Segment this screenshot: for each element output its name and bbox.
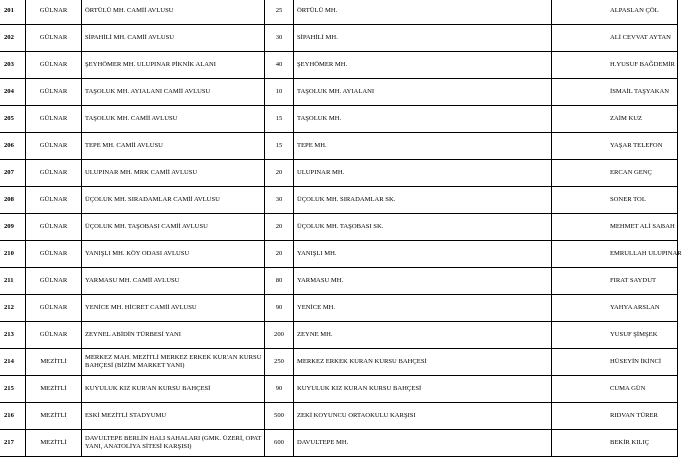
capacity-cell: 80 <box>265 268 294 295</box>
area-name-cell: TEPE MH. CAMİİ AVLUSU <box>82 133 265 160</box>
row-number: 206 <box>0 133 26 160</box>
responsible-person-cell: MEHMET ALİ SABAH <box>552 214 678 241</box>
district-cell: GÜLNAR <box>26 0 82 25</box>
capacity-cell: 20 <box>265 241 294 268</box>
address-cell: TEPE MH. <box>294 133 552 160</box>
district-cell: GÜLNAR <box>26 160 82 187</box>
address-cell: KUYULUK KIZ KURAN KURSU BAHÇESİ <box>294 376 552 403</box>
address-cell: YENİCE MH. <box>294 295 552 322</box>
table-row <box>0 106 678 133</box>
row-number: 216 <box>0 403 26 430</box>
responsible-person-cell: SONER TOL <box>552 187 678 214</box>
address-cell: YARMASU MH. <box>294 268 552 295</box>
table-row <box>0 52 678 79</box>
responsible-person-cell: FIRAT SAYDUT <box>552 268 678 295</box>
responsible-person-cell: ERCAN GENÇ <box>552 160 678 187</box>
table-row <box>0 160 678 187</box>
address-cell: TAŞOLUK MH. <box>294 106 552 133</box>
row-number: 215 <box>0 376 26 403</box>
capacity-cell: 40 <box>265 52 294 79</box>
responsible-person-cell: CUMA GÜN <box>552 376 678 403</box>
district-cell: GÜLNAR <box>26 79 82 106</box>
area-name-cell: ÜÇOLUK MH. SIRADAMLAR CAMİİ AVLUSU <box>82 187 265 214</box>
row-number: 217 <box>0 430 26 457</box>
district-cell: GÜLNAR <box>26 322 82 349</box>
address-cell: SİPAHİLİ MH. <box>294 25 552 52</box>
row-number: 210 <box>0 241 26 268</box>
row-number: 203 <box>0 52 26 79</box>
capacity-cell: 90 <box>265 376 294 403</box>
row-number: 214 <box>0 349 26 376</box>
area-name-cell: ESKİ MEZİTLİ STADYUMU <box>82 403 265 430</box>
district-cell: MEZİTLİ <box>26 430 82 457</box>
table-row <box>0 295 678 322</box>
area-name-cell: TAŞOLUK MH. CAMİİ AVLUSU <box>82 106 265 133</box>
capacity-cell: 20 <box>265 214 294 241</box>
capacity-cell: 25 <box>265 0 294 25</box>
row-number: 201 <box>0 0 26 25</box>
district-cell: GÜLNAR <box>26 25 82 52</box>
row-number: 202 <box>0 25 26 52</box>
address-cell: DAVULTEPE MH. <box>294 430 552 457</box>
responsible-person-cell: BEKİR KILIÇ <box>552 430 678 457</box>
area-name-cell: YANIŞLI MH. KÖY ODASI AVLUSU <box>82 241 265 268</box>
row-number: 211 <box>0 268 26 295</box>
row-number: 209 <box>0 214 26 241</box>
responsible-person-cell: RIDVAN TÜRER <box>552 403 678 430</box>
table-row <box>0 79 678 106</box>
area-name-cell: ZEYNEL ABİDİN TÜRBESİ YANI <box>82 322 265 349</box>
area-name-cell: YARMASU MH. CAMİİ AVLUSU <box>82 268 265 295</box>
responsible-person-cell: ALPASLAN ÇÖL <box>552 0 678 25</box>
row-number: 208 <box>0 187 26 214</box>
table-row <box>0 241 678 268</box>
responsible-person-cell: ALİ CEVVAT AYTAN <box>552 25 678 52</box>
row-number: 204 <box>0 79 26 106</box>
area-name-cell: YENİCE MH. HİCRET CAMİİ AVLUSU <box>82 295 265 322</box>
capacity-cell: 500 <box>265 403 294 430</box>
district-cell: GÜLNAR <box>26 241 82 268</box>
capacity-cell: 90 <box>265 295 294 322</box>
address-cell: YANIŞLI MH. <box>294 241 552 268</box>
table-row <box>0 0 678 25</box>
capacity-cell: 30 <box>265 187 294 214</box>
area-name-cell: SİPAHİLİ MH. CAMİİ AVLUSU <box>82 25 265 52</box>
district-cell: GÜLNAR <box>26 52 82 79</box>
responsible-person-cell: YAŞAR TELEFON <box>552 133 678 160</box>
address-cell: ZEYNE MH. <box>294 322 552 349</box>
table-row <box>0 214 678 241</box>
address-cell: ULUPINAR MH. <box>294 160 552 187</box>
capacity-cell: 20 <box>265 160 294 187</box>
row-number: 205 <box>0 106 26 133</box>
address-cell: ÖRTÜLÜ MH. <box>294 0 552 25</box>
table-row <box>0 376 678 403</box>
capacity-cell: 10 <box>265 79 294 106</box>
capacity-cell: 250 <box>265 349 294 376</box>
table-row <box>0 430 678 457</box>
table-row <box>0 349 678 376</box>
capacity-cell: 15 <box>265 133 294 160</box>
address-cell: MERKEZ ERKEK KURAN KURSU BAHÇESİ <box>294 349 552 376</box>
responsible-person-cell: H.YUSUF BAĞDEMİR <box>552 52 678 79</box>
table-row <box>0 133 678 160</box>
capacity-cell: 600 <box>265 430 294 457</box>
address-cell: ŞEYHÖMER MH. <box>294 52 552 79</box>
responsible-person-cell: İSMAİL TAŞYAKAN <box>552 79 678 106</box>
table-row <box>0 268 678 295</box>
row-number: 212 <box>0 295 26 322</box>
responsible-person-cell: HÜSEYİN İKİNCİ <box>552 349 678 376</box>
district-cell: GÜLNAR <box>26 295 82 322</box>
area-name-cell: ÖRTÜLÜ MH. CAMİİ AVLUSU <box>82 0 265 25</box>
capacity-cell: 200 <box>265 322 294 349</box>
area-name-cell: ŞEYHÖMER MH. ULUPINAR PİKNİK ALANI <box>82 52 265 79</box>
responsible-person-cell: YAHYA ARSLAN <box>552 295 678 322</box>
area-name-cell: TAŞOLUK MH. AYIALANI CAMİİ AVLUSU <box>82 79 265 106</box>
area-name-cell: ULUPINAR MH. MRK CAMİİ AVLUSU <box>82 160 265 187</box>
area-name-cell: MERKEZ MAH. MEZİTLİ MERKEZ ERKEK KUR'AN KURSU BAHÇESİ (BİZİM MARKET YANI) <box>82 349 265 376</box>
district-cell: GÜLNAR <box>26 133 82 160</box>
address-cell: TAŞOLUK MH. AYIALANI <box>294 79 552 106</box>
row-number: 207 <box>0 160 26 187</box>
district-cell: MEZİTLİ <box>26 376 82 403</box>
responsible-person-cell: YUSUF ŞİMŞEK <box>552 322 678 349</box>
table-row <box>0 322 678 349</box>
district-cell: GÜLNAR <box>26 106 82 133</box>
district-cell: GÜLNAR <box>26 268 82 295</box>
capacity-cell: 15 <box>265 106 294 133</box>
address-cell: ZEKİ KOYUNCU ORTAOKULU KARŞISI <box>294 403 552 430</box>
capacity-cell: 30 <box>265 25 294 52</box>
table-row <box>0 187 678 214</box>
area-name-cell: DAVULTEPE BERLİN HALI SAHALARI (GMK. ÜZERİ, OPAT YANI, ANATOLİYA SİTESİ KARŞISI) <box>82 430 265 457</box>
district-cell: GÜLNAR <box>26 214 82 241</box>
address-cell: ÜÇOLUK MH. TAŞOBASI SK. <box>294 214 552 241</box>
district-cell: MEZİTLİ <box>26 403 82 430</box>
table-row <box>0 403 678 430</box>
district-cell: MEZİTLİ <box>26 349 82 376</box>
district-cell: GÜLNAR <box>26 187 82 214</box>
table-row <box>0 25 678 52</box>
responsible-person-cell: ZAİM KUZ <box>552 106 678 133</box>
area-name-cell: KUYULUK KIZ KUR'AN KURSU BAHÇESİ <box>82 376 265 403</box>
responsible-person-cell: EMRULLAH ULUPINAR <box>552 241 678 268</box>
area-name-cell: ÜÇOLUK MH. TAŞOBASI CAMİİ AVLUSU <box>82 214 265 241</box>
address-cell: ÜÇOLUK MH. SIRADAMLAR SK. <box>294 187 552 214</box>
row-number: 213 <box>0 322 26 349</box>
